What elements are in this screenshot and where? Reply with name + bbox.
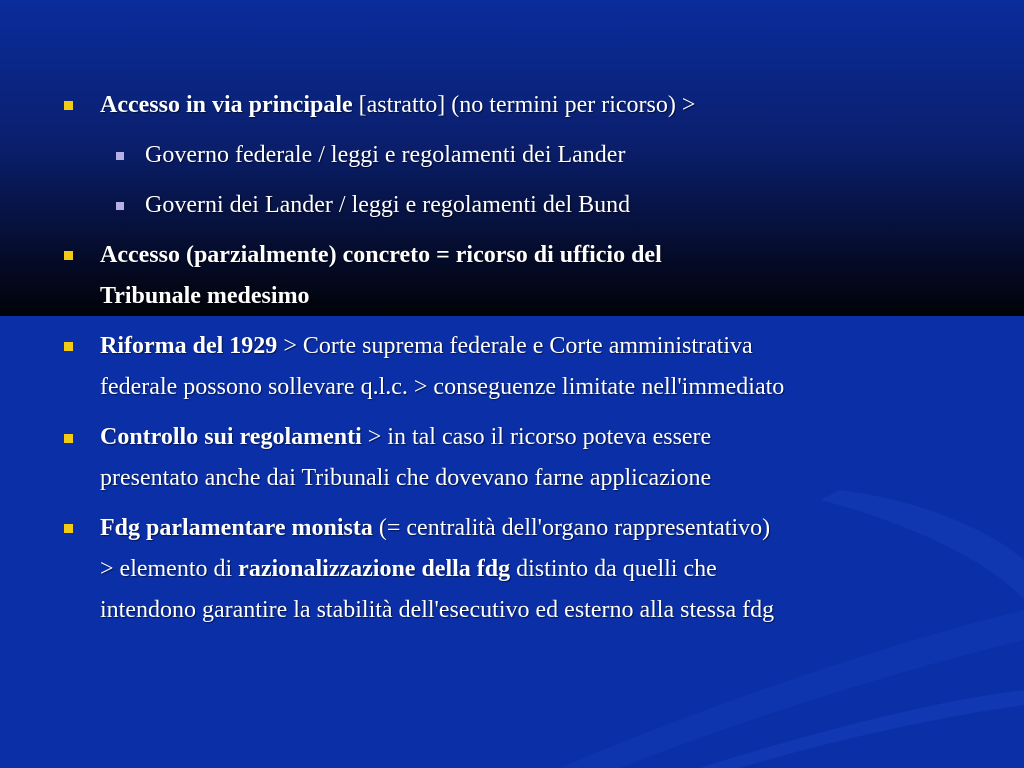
bullet-3-line-2: federale possono sollevare q.l.c. > conseguenze limitate nell'immediato (100, 374, 785, 400)
bullet-5-line-2-pre: > elemento di (100, 556, 239, 582)
bullet-1-text (100, 89, 695, 121)
sub-bullet-1-text: Governo federale / leggi e regolamenti dei Lander (145, 142, 626, 168)
bullet-5-bold: Fdg parlamentare monista (100, 515, 373, 541)
bullet-5-line-3: intendono garantire la stabilità dell'esecutivo ed esterno alla stessa fdg (100, 597, 775, 623)
bullet-1-rest: [astratto] (no termini per ricorso) > (352, 92, 696, 118)
bullet-1-bold: Accesso in via principale (100, 92, 353, 118)
bullet-5-line-2 (100, 553, 717, 585)
bullet-2-bold-1: Accesso (parzialmente) concreto = ricorso di ufficio del (100, 242, 662, 268)
bullet-5-line-2-bold: razionalizzazione della fdg (238, 556, 511, 582)
bullet-4-bold: Controllo sui regolamenti (100, 424, 362, 450)
bullet-marker (64, 524, 73, 533)
sub-bullet-2-text: Governi dei Lander / leggi e regolamenti del Bund (145, 192, 631, 218)
bullet-3-rest: > Corte suprema federale e Corte amministrativa (277, 333, 753, 359)
bullet-marker (64, 342, 73, 351)
bullet-2-bold-2: Tribunale medesimo (100, 283, 310, 309)
bullet-marker (64, 101, 73, 110)
bullet-4-line-1 (100, 421, 711, 453)
bullet-2-line-2 (100, 280, 310, 312)
bullet-marker (64, 434, 73, 443)
bullet-3-line-1 (100, 330, 753, 362)
bullet-4-line-2: presentato anche dai Tribunali che dovevano farne applicazione (100, 465, 712, 491)
bullet-2-line-1 (100, 239, 662, 271)
bullet-4-rest: > in tal caso il ricorso poteva essere (361, 424, 712, 450)
sub-bullet-marker (116, 202, 124, 210)
sub-bullet-marker (116, 152, 124, 160)
bullet-3-bold: Riforma del 1929 (100, 333, 278, 359)
bullet-5-line-2-post: distinto da quelli che (510, 556, 717, 582)
bullet-marker (64, 251, 73, 260)
bullet-5-rest: (= centralità dell'organo rappresentativo) (372, 515, 771, 541)
bullet-5-line-1 (100, 512, 770, 544)
